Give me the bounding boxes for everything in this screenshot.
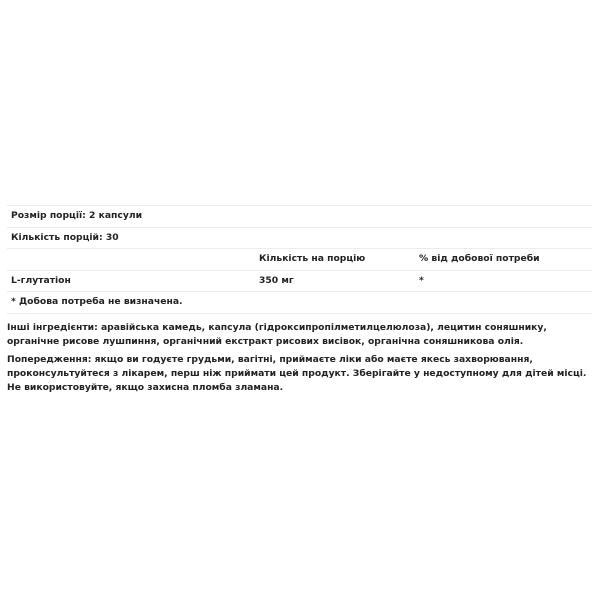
ingredient-amount: 350 мг: [259, 274, 294, 286]
serving-size-row: [7, 206, 592, 228]
servings-count: Кількість порцій: 30: [11, 231, 119, 243]
footnote-row: [7, 292, 592, 314]
other-ingredients: Інші інгредієнти: аравійська камедь, капсула (гідроксипропілметилцелюлоза), лецитин соняшнику, органічне рисове лушпиння, органічний екстракт рисових висівок, органічна соняшникова олія.: [7, 322, 547, 347]
ingredient-name: L-глутатіон: [11, 274, 71, 286]
column-header-daily-value: % від добової потреби: [419, 253, 540, 264]
warning-text: Попередження: якщо ви годуєте грудьми, вагітні, приймаєте ліки або маєте якесь захворювання, проконсультуйтеся з лікарем, перш ніж приймати цей продукт. Зберігайте у недоступному для дітей місці. Не використовуйте, якщо захисна пломба зламана.: [7, 354, 587, 393]
table-row: [7, 271, 592, 293]
supplement-facts-table: [7, 205, 592, 314]
serving-size: Розмір порції: 2 капсули: [11, 210, 143, 221]
table-header-row: [7, 249, 592, 271]
column-header-amount: Кількість на порцію: [259, 253, 366, 264]
servings-count-row: [7, 228, 592, 250]
ingredient-daily-value: *: [419, 274, 424, 286]
daily-value-footnote: * Добова потреба не визначена.: [11, 296, 183, 307]
